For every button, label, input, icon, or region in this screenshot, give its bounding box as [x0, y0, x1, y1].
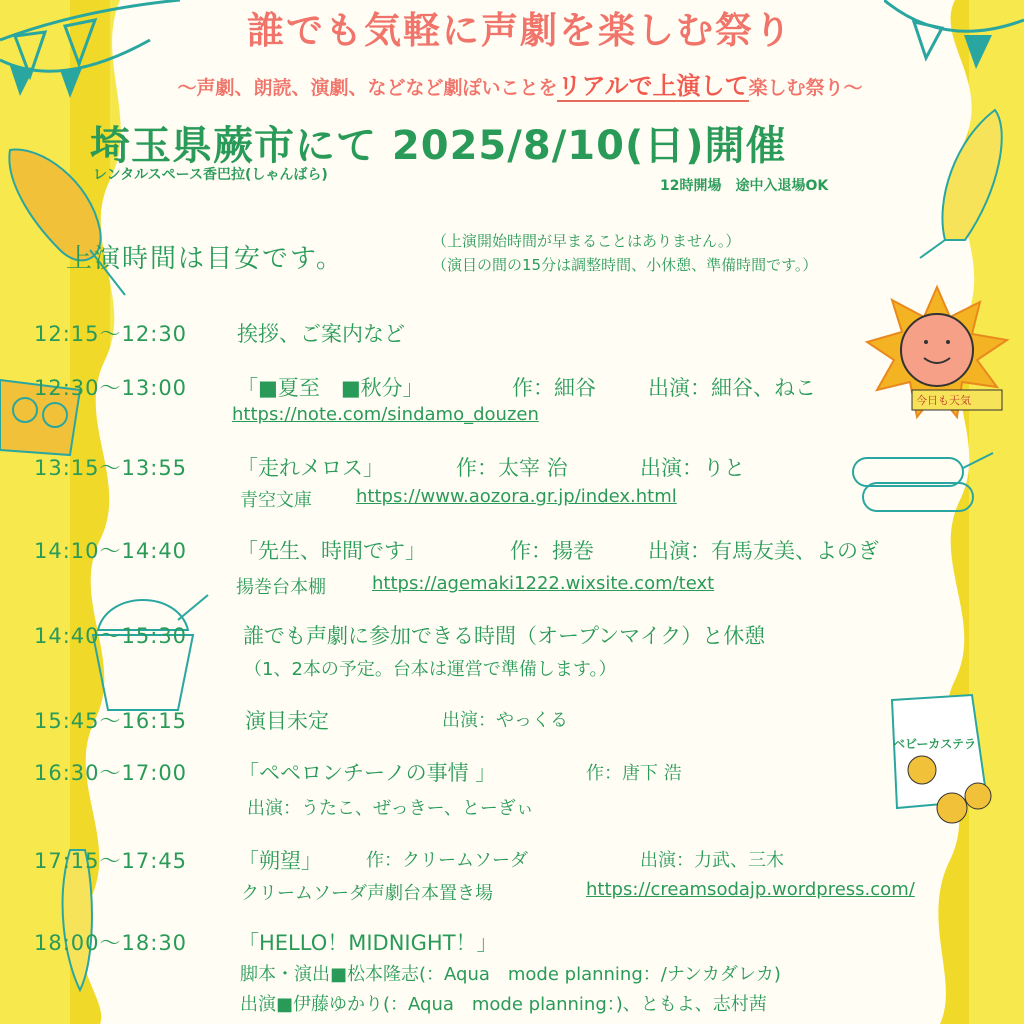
notice-note-2: （演目の間の15分は調整時間、小休憩、準備時間です。） — [432, 256, 818, 274]
venue-name: レンタルスペース香巴拉(しゃんばら) — [93, 167, 328, 183]
time-slot: 12:30〜13:00 — [34, 376, 188, 400]
program-cast: 出演：力武、三木 — [640, 850, 784, 871]
program-title: 「朔望」 — [238, 849, 322, 873]
notice-main: 上演時間は目安です。 — [66, 244, 344, 274]
corn-icon — [905, 100, 1015, 260]
program-title: 「ペペロンチーノの事情 」 — [238, 761, 497, 785]
program-link[interactable]: https://www.aozora.gr.jp/index.html — [356, 486, 677, 507]
program-cast: 出演：有馬友美、よのぎ — [648, 539, 879, 563]
program-title: 「走れメロス」 — [237, 456, 384, 480]
program-author: 作：クリームソーダ — [366, 850, 528, 871]
program-source: 青空文庫 — [240, 490, 312, 511]
time-slot: 17:15〜17:45 — [34, 849, 188, 873]
program-link[interactable]: https://note.com/sindamo_douzen — [232, 404, 539, 425]
baby-castella-bag-icon — [882, 690, 1002, 830]
notice-note-1: （上演開始時間が早まることはありません。） — [432, 232, 741, 250]
program-source: クリームソーダ声劇台本置き場 — [241, 883, 493, 904]
event-subtitle — [110, 66, 930, 101]
program-script-credit: 脚本・演出■松本隆志(：Aqua mode planning：/ナンカダレカ) — [240, 964, 781, 985]
time-slot: 13:15〜13:55 — [34, 456, 188, 480]
program-title: 「■夏至 ■秋分」 — [237, 376, 424, 400]
program-cast: 出演：細谷、ねこ — [648, 376, 816, 400]
time-slot: 16:30〜17:00 — [34, 761, 188, 785]
program-title: 「HELLO！MIDNIGHT！」 — [238, 931, 498, 955]
program-cast: 出演：やっくる — [442, 710, 568, 731]
program-source: 揚巻台本棚 — [236, 577, 326, 598]
time-slot: 15:45〜16:15 — [34, 709, 188, 733]
time-slot: 14:10〜14:40 — [34, 539, 188, 563]
program-title: 演目未定 — [245, 709, 329, 733]
venue-date: 埼玉県蕨市にて 2025/8/10(日)開催 — [90, 123, 787, 169]
program-author: 作：揚巻 — [510, 539, 594, 563]
program-link[interactable]: https://agemaki1222.wixsite.com/text — [372, 573, 715, 594]
subtitle-before: 〜声劇、朗読、演劇、などなど劇ぽいことを — [177, 77, 558, 99]
program-title: 誰でも声劇に参加できる時間（オープンマイク）と休憩 — [243, 624, 766, 648]
program-author: 作：唐下 浩 — [586, 763, 682, 784]
program-note: （1、2本の予定。台本は運営で準備します。） — [244, 659, 617, 680]
shaved-ice-icon — [78, 580, 218, 720]
program-title: 挨拶、ご案内など — [237, 322, 405, 346]
hotdog-skewer-icon — [848, 428, 998, 518]
time-slot: 18:00〜18:30 — [34, 931, 188, 955]
subtitle-highlight: リアルで上演して — [557, 72, 749, 100]
program-author: 作：細谷 — [512, 376, 596, 400]
time-slot: 12:15〜12:30 — [34, 322, 188, 346]
program-link[interactable]: https://creamsodajp.wordpress.com/ — [586, 879, 915, 900]
program-author: 作：太宰 治 — [456, 456, 568, 480]
sun-caption: 今日も天気 — [916, 394, 971, 407]
open-note: 12時開場 途中入退場OK — [660, 178, 829, 194]
program-title: 「先生、時間です」 — [237, 539, 426, 563]
bag-label: ベビーカステラ — [893, 737, 977, 751]
program-cast: 出演：うたこ、ぜっきー、とーぎぃ — [247, 798, 534, 819]
program-cast: 出演：りと — [640, 456, 745, 480]
event-title: 誰でも気軽に声劇を楽しむ祭り — [247, 9, 793, 52]
program-cast-credit: 出演■伊藤ゆかり(：Aqua mode planning：)、ともよ、志村茜 — [240, 994, 767, 1015]
subtitle-after: 楽しむ祭り〜 — [748, 77, 863, 99]
time-slot: 14:40〜15:30 — [34, 624, 188, 648]
